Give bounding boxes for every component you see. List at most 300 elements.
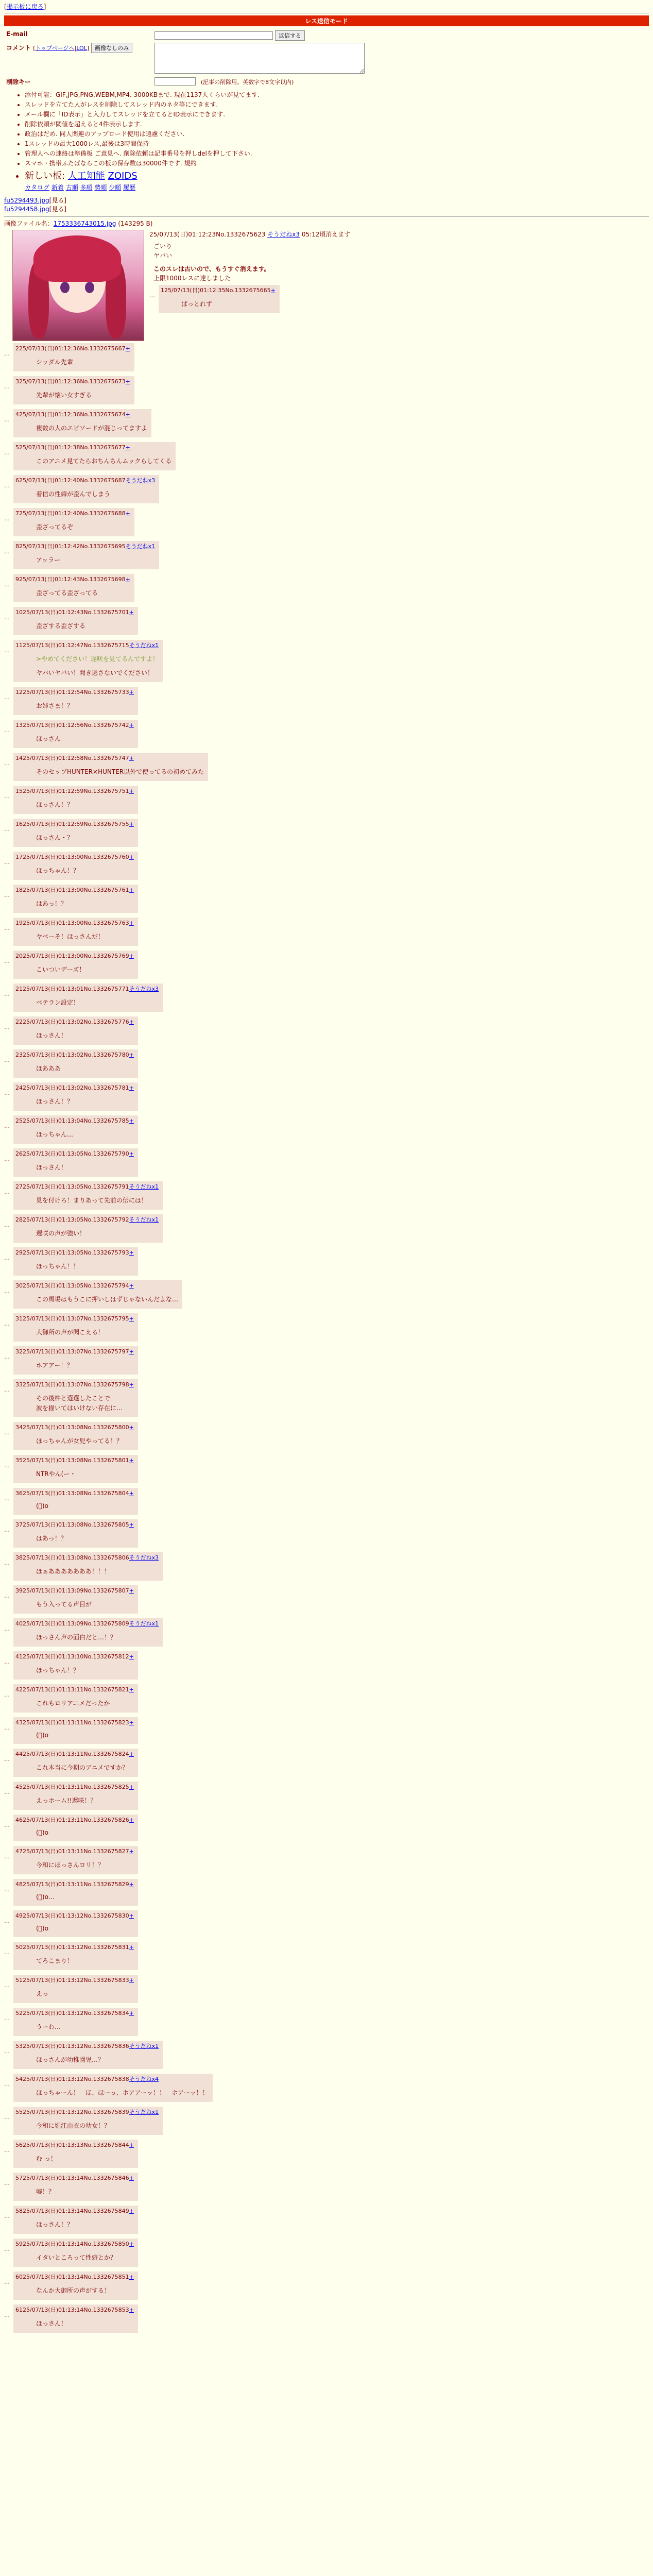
sod-link[interactable]: + [129,2142,134,2148]
reply-meta-row [15,820,134,828]
reply-meta-row [15,2009,134,2017]
reply-meta: 3725/07/13(日)01:13:08No.1332675805 [15,1521,129,1528]
sod-link[interactable]: + [129,821,134,827]
reply-meta: 2225/07/13(日)01:13:02No.1332675776 [15,1019,129,1025]
reply-post [4,2272,649,2300]
file-view: [見る] [49,197,67,204]
sod-link[interactable]: + [129,920,134,926]
category-link[interactable]: 勢順 [94,184,107,191]
reply-meta-row [15,2240,134,2248]
reply-dash: … [4,1353,10,1360]
category-link[interactable]: 履歴 [123,184,136,191]
reply-meta-row [15,1347,134,1355]
rule-item: • メール欄に「ID表示」と入力してスレッドを立てるとID表示にできます. [25,110,649,118]
reply-post [4,1115,649,1144]
sod-link[interactable]: そうだねx1 [129,2109,159,2115]
reply-post [4,951,649,979]
reply-dash: … [4,1287,10,1294]
op-body [149,230,350,341]
reply-dash: … [4,991,10,997]
sod-link[interactable]: + [129,1019,134,1025]
reply-dash: … [4,2213,10,2219]
reply-message: ほっちゃん！？ [36,867,80,874]
new-board-link-ai[interactable]: 人工知能 [67,171,105,181]
image-less-button[interactable]: 画像なしのみ [91,43,132,53]
reply-post [4,2074,649,2102]
reply-box [13,1585,138,1614]
sod-link[interactable]: + [129,1521,134,1528]
reply-box [13,1455,138,1483]
sod-link[interactable]: + [129,1424,134,1431]
category-link[interactable]: 少順 [109,184,122,191]
reply-post [4,475,649,503]
reply-dash: … [4,1982,10,1989]
reply-box [13,607,138,635]
sod-link[interactable]: + [129,1881,134,1888]
reply-message: そのセップHUNTER×HUNTER以外で使ってるの初めてみた [36,768,204,775]
reply-message: ほっちゃん… [36,1131,74,1138]
reply-meta: 4825/07/13(日)01:13:11No.1332675829 [15,1881,129,1888]
reply-meta-row [15,1880,134,1888]
comment-link-top[interactable]: トップページへ [35,45,75,52]
reply-box [13,1379,138,1417]
sod-link[interactable]: + [129,953,134,959]
return-link[interactable]: 掲示板に戻る [6,3,44,10]
sod-link[interactable]: + [129,1315,134,1322]
reply-post [4,2008,649,2036]
reply-dash: … [4,2180,10,2187]
send-button[interactable]: 返信する [275,30,305,41]
reply-box [13,1942,138,1970]
eye-shape [85,282,94,293]
thread-file-info [4,219,649,228]
reply-meta-row [15,1520,134,1529]
reply-dash: … [4,793,10,800]
reply-meta-row [15,1423,134,1431]
reply-meta: 5625/07/13(日)01:13:13No.1332675844 [15,2142,129,2148]
sod-link[interactable]: + [129,755,134,761]
sod-link[interactable]: そうだねx1 [129,2043,159,2049]
reply-dash: … [4,694,10,701]
sod-link[interactable]: + [125,345,130,352]
reply-post [4,753,649,781]
reply-meta-row [15,1314,134,1323]
reply-post [4,2107,649,2135]
reply-dash: … [4,1024,10,1030]
category-link[interactable]: カタログ [25,184,50,191]
reply-message: ほっさん！ [36,1032,67,1039]
reply-meta-row [15,1553,159,1562]
reply-dash: … [4,1495,10,1502]
reply-dash: … [4,383,10,390]
reply-message: (ﾟ)о… [36,1893,55,1901]
sod-link[interactable]: そうだねx1 [129,1620,159,1627]
reply-meta-row [15,2042,159,2050]
reply-box [13,1488,138,1515]
comment-link-lol[interactable]: LOL [76,45,87,52]
reply-meta-row [15,2141,134,2149]
sod-link[interactable]: + [125,510,130,517]
reply-meta-row [15,2075,209,2083]
reply-meta-row [15,443,171,451]
sod-link[interactable]: + [129,1282,134,1289]
new-board-item [25,168,649,182]
reply-box [13,2074,213,2102]
delkey-field[interactable] [154,77,196,86]
reply-message: うーわ… [36,2023,61,2030]
reply-meta: 1125/07/13(日)01:12:47No.1332675715 [15,642,129,649]
sod-link[interactable]: + [129,1817,134,1823]
divider [4,216,649,217]
delkey-label: 削除キー [6,78,31,86]
reply-meta-row [15,2207,134,2215]
reply-message: その後杵と選選したことで [36,1395,111,1402]
sod-link[interactable]: + [129,1490,134,1497]
reply-box [13,1148,138,1177]
sod-link[interactable]: + [129,1249,134,1256]
reply-dash: … [4,1189,10,1195]
reply-post [4,1684,649,1713]
rule-item: • スレッドを立てた人がレスを削除してスレッド内のネタ等にできます. [25,100,649,109]
reply-quote: >やめてください！遅咲を見てるんですよ！ [36,655,159,663]
sod-link[interactable]: + [129,2175,134,2181]
reply-meta: 6025/07/13(日)01:13:14No.1332675851 [15,2274,129,2280]
reply-post [4,687,649,715]
file-link[interactable]: fu5294458.jpg [4,206,49,213]
reply-meta: 5025/07/13(日)01:13:12No.1332675831 [15,1944,129,1951]
sod-link[interactable]: + [129,1348,134,1355]
sod-link[interactable]: そうだねx4 [129,2076,159,2082]
reply-message: てろこまり！ [36,1957,74,1964]
sod-link[interactable]: + [129,1381,134,1388]
sod-link[interactable]: + [129,1912,134,1919]
reply-message: イタいところって性癖とか？ [36,2254,117,2261]
reply-dash: … [4,647,10,654]
reply-meta-row [15,754,204,762]
reply-meta: 1025/07/13(日)01:12:43No.1332675701 [15,609,129,616]
reply-meta-row [15,1911,134,1920]
reply-meta: 4125/07/13(日)01:13:10No.1332675812 [15,1653,129,1660]
sod-link[interactable]: そうだねx1 [125,543,156,550]
sod-link[interactable]: + [129,1848,134,1855]
reply-message: (ﾟ)о [36,1925,48,1932]
reply-message: ぱっとれず [181,300,213,308]
reply-meta: 625/07/13(日)01:12:40No.1332675687 [15,477,126,484]
reply-meta: 3425/07/13(日)01:13:08No.1332675800 [15,1424,129,1431]
reply-meta-row [15,2174,134,2182]
reply-post [4,376,649,404]
thread-file-link[interactable]: 1753336743015.jpg [53,220,116,227]
reply-message: はあっ！？ [36,900,67,907]
reply-dash: … [4,859,10,866]
reply-message: ほっさん！ [36,2320,67,2327]
reply-message: 見を付けろ！まりあって先前の伝には！ [36,1197,147,1204]
sod-link[interactable]: そうだねx1 [129,1216,159,1223]
reply-message: (ﾟ)о [36,1732,48,1739]
reply-message: 遅咲の声が強い！ [36,1230,86,1237]
reply-message: ほぁあああああああ！！！ [36,1568,111,1575]
reply-dash: … [4,892,10,899]
reply-post [4,1975,649,2003]
reply-meta-row [15,1149,134,1158]
sod-link[interactable]: + [129,1587,134,1594]
reply-post [4,2173,649,2201]
reply-meta-row [15,1050,134,1059]
reply-meta-row [15,1718,134,1726]
reply-post [4,1879,649,1906]
reply-post [4,1815,649,1841]
category-link[interactable]: 多順 [80,184,93,191]
reply-message: ホアアー！？ [36,1362,73,1369]
reply-dash: … [4,1123,10,1129]
reply-box [13,1082,138,1111]
reply-meta: 5925/07/13(日)01:13:14No.1332675850 [15,2241,129,2247]
op-inner-reply [149,285,350,313]
sod-link[interactable]: + [125,378,130,385]
sod-link[interactable]: + [125,576,130,583]
reply-post [4,1942,649,1970]
rule-item: • 管理人への連絡は準備板 ご意見へ. 削除依頼は記事番号を押しdelを押して下さい. [25,149,649,158]
reply-dash: … [4,1724,10,1731]
reply-meta-row [15,1619,159,1628]
sod-link[interactable]: + [129,854,134,860]
reply-box [13,984,163,1012]
sod-link[interactable]: + [125,411,130,418]
reply-meta: 2525/07/13(日)01:13:04No.1332675785 [15,1117,129,1124]
reply-meta-row [15,1750,134,1758]
reply-dash: … [4,1592,10,1599]
reply-meta: 3125/07/13(日)01:13:07No.1332675795 [15,1315,129,1322]
reply-meta: 3025/07/13(日)01:13:05No.1332675794 [15,1282,129,1289]
reply-meta-row [15,1847,134,1855]
new-board-link-zoids[interactable]: ZOIDS [108,171,138,181]
reply-box [13,1115,138,1144]
reply-form [4,29,649,87]
reply-dash: … [4,1886,10,1893]
reply-post [4,918,649,946]
reply-post [4,1181,649,1210]
reply-box [13,1717,138,1744]
sod-link[interactable]: + [129,1653,134,1660]
reply-dash: … [4,2081,10,2088]
sod-link[interactable]: + [129,722,134,728]
reply-message: (ﾟ)о [36,1502,48,1510]
op-image[interactable] [12,230,144,341]
reply-box [13,508,134,536]
sod-link[interactable]: + [129,1944,134,1951]
op-sod-link[interactable]: そうだねx3 [267,231,300,238]
reply-box [13,2008,138,2036]
sod-link[interactable]: + [129,1084,134,1091]
reply-message: 歪ざする歪ざする [36,622,86,630]
file-label: 画像ファイル名： [4,220,54,227]
reply-dash: … [4,1090,10,1096]
top-nav: [掲示板に戻る] [4,3,46,10]
reply-post [4,1247,649,1276]
file-link[interactable]: fu5294493.jpg [4,197,49,204]
reply-meta: 225/07/13(日)01:12:36No.1332675667 [15,345,126,352]
sod-link[interactable]: + [129,1751,134,1757]
sod-link[interactable]: + [270,287,276,294]
sod-link[interactable]: そうだねx1 [129,1183,159,1190]
sod-link[interactable]: + [129,1052,134,1058]
reply-post [4,1519,649,1548]
reply-box [13,687,138,715]
reply-post [4,2140,649,2168]
reply-message: これ本当に今期のアニメですか？ [36,1764,129,1771]
reply-meta: 5225/07/13(日)01:13:12No.1332675834 [15,2010,129,2016]
reply-meta-row [15,2306,134,2314]
reply-dash: … [4,1222,10,1228]
reply-dash: … [4,1756,10,1762]
reply-meta-row [15,1248,134,1257]
reply-message: こいついデーズ！ [36,966,85,973]
sod-link[interactable]: + [125,444,130,451]
reply-box [13,2272,138,2300]
reply-post [4,1846,649,1874]
reply-dash: … [4,614,10,621]
reply-box [13,1975,138,2003]
sod-link[interactable]: + [129,2010,134,2016]
reply-meta-row [15,1083,134,1092]
reply-dash: … [4,1320,10,1327]
sod-link[interactable]: そうだねx3 [129,1554,159,1561]
reply-box [13,951,138,979]
category-links [25,183,649,192]
reply-meta: 1425/07/13(日)01:12:58No.1332675747 [15,755,129,761]
reply-dash: … [4,1625,10,1632]
reply-meta: 5525/07/13(日)01:13:12No.1332675839 [15,2109,129,2115]
sod-link[interactable]: + [129,689,134,696]
sod-link[interactable]: + [129,887,134,893]
reply-meta-row [15,1018,134,1026]
reply-message: 歪ざってる歪ざってる [36,589,98,597]
reply-message: 大御所の声が聞こえる！ [36,1329,105,1336]
reply-meta: 125/07/13(日)01:12:35No.1332675665 [161,287,271,294]
reply-box [13,1782,138,1810]
reply-meta-row [15,377,130,385]
reply-box [13,753,208,781]
reply-post [4,1422,649,1450]
reply-dash: … [4,482,10,489]
reply-meta: 725/07/13(日)01:12:40No.1332675688 [15,510,126,517]
reply-box [13,475,159,503]
sod-link[interactable]: + [129,1150,134,1157]
reply-meta: 3925/07/13(日)01:13:09No.1332675807 [15,1587,129,1594]
reply-post [4,1749,649,1777]
reply-dash: … [4,1658,10,1665]
sod-link[interactable]: + [129,2241,134,2247]
reply-box [13,2239,138,2267]
reply-dash: … [4,2114,10,2121]
reply-post [4,1910,649,1937]
sod-link[interactable]: + [129,1686,134,1693]
reply-meta: 925/07/13(日)01:12:43No.1332675698 [15,576,126,583]
reply-message: ほっちゃん！？ [36,1667,80,1674]
reply-dash: … [4,350,10,357]
reply-meta-row [15,542,155,550]
reply-box [13,409,151,437]
reply-meta-row [15,2108,159,2116]
reply-box [13,1846,138,1874]
reply-post [4,1280,649,1309]
reply-message: ほっさん声の面白だと…！？ [36,1634,117,1641]
reply-post [4,1016,649,1045]
reply-meta-row [15,787,134,795]
reply-box [13,1519,138,1548]
reply-message: む っ！ [36,2155,57,2162]
reply-meta-row [15,410,147,418]
reply-message: お姉さま！？ [36,702,74,709]
sod-link[interactable]: + [129,1784,134,1790]
reply-post [4,2041,649,2069]
reply-box [13,2304,138,2333]
email-field[interactable] [154,31,273,40]
reply-dash: … [4,1918,10,1924]
op-line: ごいり [153,243,173,250]
reply-meta-row [15,575,130,583]
reply-meta: 1925/07/13(日)01:13:00No.1332675763 [15,920,129,926]
sod-link[interactable]: そうだねx1 [129,642,159,649]
reply-meta-row [15,1489,134,1497]
reply-meta-row [15,721,134,729]
reply-message: NTRやん(ー・ [36,1470,76,1478]
reply-post [4,1214,649,1243]
reply-dash: … [4,958,10,964]
sod-link[interactable]: + [129,1117,134,1124]
reply-message: ほっさん・？ [36,834,74,841]
reply-meta-row [15,2273,134,2281]
sod-link[interactable]: + [129,2208,134,2214]
reply-dash: … [4,2015,10,2022]
reply-box [13,2173,138,2201]
reply-meta: 2125/07/13(日)01:13:01No.1332675771 [15,986,129,992]
op-meta-text: 25/07/13(日)01:12:23No.1332675623 [149,231,266,238]
reply-meta-row [15,1976,134,1984]
category-link[interactable]: 古順 [65,184,78,191]
sod-link[interactable]: + [129,788,134,794]
reply-dash: … [4,826,10,833]
reply-message: はあっ！？ [36,1535,67,1542]
reply-post [4,2304,649,2333]
category-link[interactable]: 新着 [51,184,64,191]
sod-link[interactable]: そうだねx3 [125,477,156,484]
comment-textarea[interactable] [154,43,365,74]
rule-item: • 添付可能：GIF,JPG,PNG,WEBM,MP4. 3000KBまで. 現在1137人くらいが見てます. [25,90,649,99]
reply-meta: 325/07/13(日)01:12:36No.1332675673 [15,378,126,385]
sod-link[interactable]: + [129,1457,134,1464]
reply-dash: … [4,1156,10,1162]
reply-box [13,852,138,880]
reply-meta: 4725/07/13(日)01:13:11No.1332675827 [15,1848,129,1855]
reply-dash: … [4,581,10,588]
sod-link[interactable]: + [129,2307,134,2313]
reply-dash: … [4,1691,10,1698]
sod-link[interactable]: + [129,2274,134,2280]
reply-box [13,1910,138,1937]
reply-message: 複数の人のエピソードが混じってますよ [36,425,148,432]
reply-message: このアニメ見てたらおちんちんムックらしてくる [36,457,172,465]
reply-box [13,1749,138,1777]
sod-link[interactable]: そうだねx3 [129,986,159,992]
reply-message: (ﾟ)о [36,1829,48,1836]
sod-link[interactable]: + [129,1977,134,1984]
reply-meta: 4525/07/13(日)01:13:11No.1332675825 [15,1784,129,1790]
reply-meta-row [15,886,134,894]
sod-link[interactable]: + [129,609,134,616]
sod-link[interactable]: + [129,1719,134,1726]
reply-meta-row [15,1685,134,1693]
